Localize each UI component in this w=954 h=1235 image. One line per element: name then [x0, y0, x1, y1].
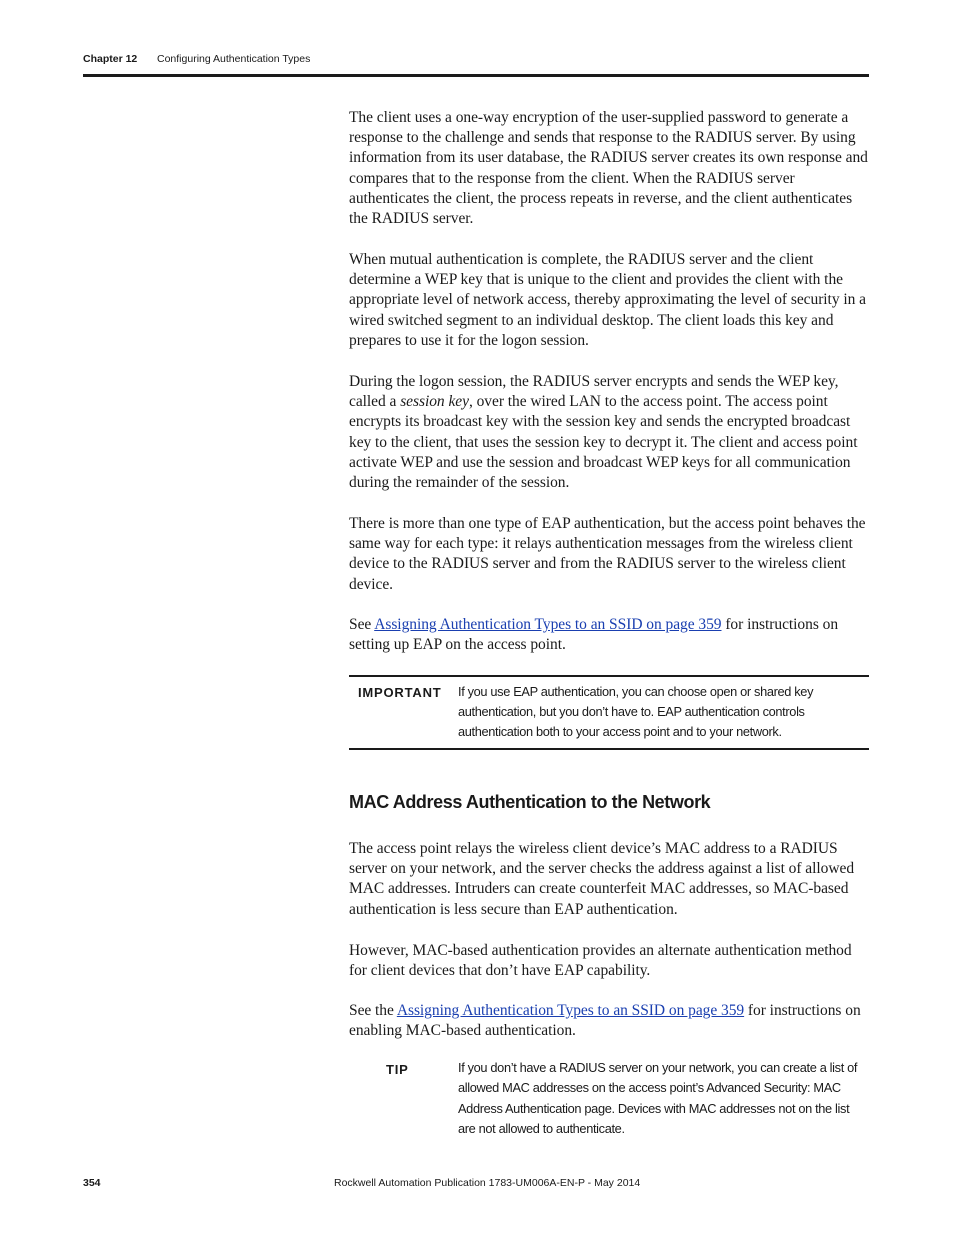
tip-label: TIP	[386, 1062, 409, 1077]
important-text: If you use EAP authentication, you can choose open or shared key authentication, but you don’t have to. EAP authentication controls authentication both to your access point and to your network.	[458, 684, 814, 740]
section-heading: MAC Address Authentication to the Network	[349, 792, 711, 812]
session-key-term: session key	[400, 393, 469, 411]
chapter-title: Configuring Authentication Types	[157, 53, 311, 65]
paragraph-eap-types: There is more than one type of EAP authentication, but the access point behaves the same way for each type: it relays authentication messages from the wireless client device to the RADIUS server and from the RADIUS server to the wireless client device.	[349, 515, 866, 593]
important-label: IMPORTANT	[358, 685, 442, 700]
see-eap-rest: for instructions on setting up EAP on the access point.	[349, 616, 839, 654]
running-header	[83, 53, 869, 65]
chapter-label: Chapter 12	[83, 53, 138, 65]
see-the-text: See the	[349, 1002, 397, 1019]
see-text: See	[349, 616, 375, 633]
paragraph-mutual-authentication: When mutual authentication is complete, the RADIUS server and the client determine a WEP key that is unique to the client and provides the client with the appropriate level of network access, thereby approximating the level of security in a wired switched segment to an individual desktop. The client loads this key and prepares to use it for the logon session.	[349, 251, 866, 349]
paragraph-see-eap	[349, 615, 869, 655]
paragraph-mac-relay: The access point relays the wireless client device’s MAC address to a RADIUS server on your network, and the server checks the address against a list of allowed MAC addresses. Intruders can create counterfeit MAC addresses, so MAC-based authentication is less secure than EAP authentication.	[349, 840, 855, 918]
assigning-auth-types-link-2[interactable]: Assigning Authentication Types to an SSID on page 359	[396, 1002, 745, 1019]
paragraph-session-key-part2: , over the wired LAN to the access point. The access point encrypts its broadcast key with the session key and sends the encrypted broadcast key to the client, that uses the session key to decrypt it. The client and access point activate WEP and use the session and broadcast WEP keys for all communication during the remainder of the session.	[349, 393, 858, 492]
publication-info: Rockwell Automation Publication 1783-UM006A-EN-P - May 2014	[334, 1177, 641, 1189]
tip-text: If you don’t have a RADIUS server on your network, you can create a list of allowed MAC addresses on the access point’s Advanced Security: MAC Address Authentication page. Devices with MAC addresses not on the list are not allowed to authenticate.	[458, 1060, 858, 1137]
important-callout	[349, 675, 869, 750]
header-rule	[83, 74, 869, 77]
paragraph-client-encryption: The client uses a one-way encryption of the user-supplied password to generate a response to the challenge and sends that response to the RADIUS server. By using information from its user database, the RADIUS server creates its own response and compares that to the response from the client. When the RADIUS server authenticates the client, the process repeats in reverse, and the client authenticates the RADIUS server.	[349, 109, 868, 228]
assigning-auth-types-link[interactable]: Assigning Authentication Types to an SSID on page 359	[374, 616, 722, 633]
paragraph-session-key	[349, 372, 869, 493]
paragraph-session-key-part1: During the logon session, the RADIUS server encrypts and sends the WEP key, called a	[349, 373, 839, 411]
page-number: 354	[83, 1177, 101, 1189]
paragraph-mac-alternate: However, MAC-based authentication provides an alternate authentication method for client devices that don’t have EAP capability.	[349, 942, 852, 980]
paragraph-see-mac	[349, 1001, 869, 1041]
see-mac-rest: for instructions on enabling MAC-based authentication.	[349, 1002, 861, 1040]
